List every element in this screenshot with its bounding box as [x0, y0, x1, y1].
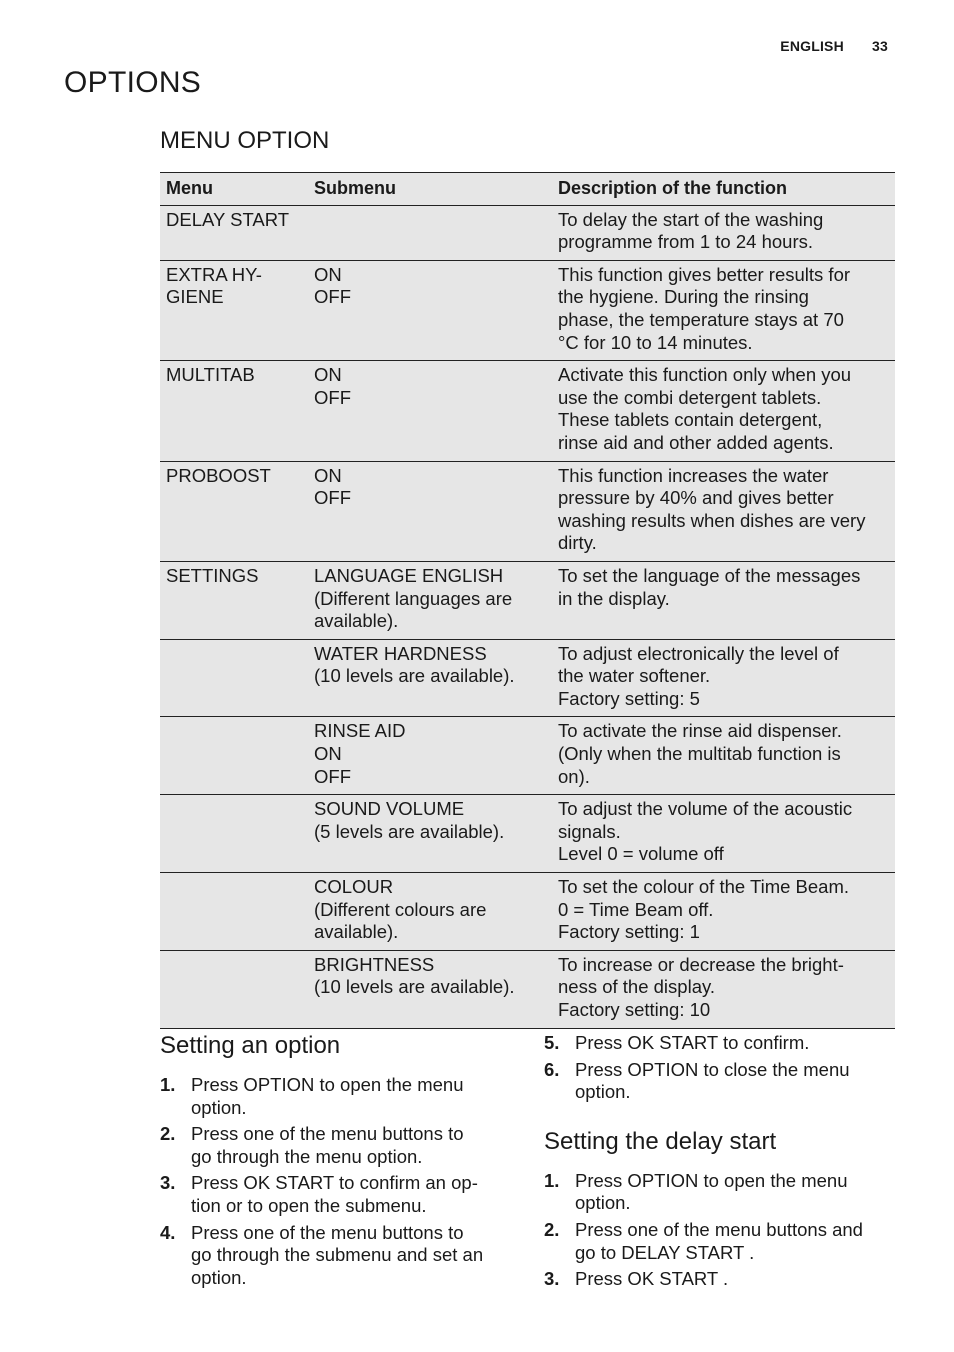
description-cell [552, 950, 895, 1028]
description-cell-line: To increase or decrease the bright- [558, 953, 844, 975]
table-row [160, 873, 895, 951]
step-text-line: Press OPTION to open the menu [191, 1074, 464, 1095]
description-cell-line: To delay the start of the washing [558, 208, 824, 230]
description-cell-line: ness of the display. [558, 976, 715, 998]
submenu-cell-line: OFF [314, 386, 351, 408]
menu-cell-line: PROBOOST [166, 464, 271, 486]
list-item [544, 1170, 894, 1215]
menu-cell-line: EXTRA HY- [166, 263, 262, 285]
description-cell [552, 461, 895, 561]
table-row [160, 461, 895, 561]
table-row [160, 795, 895, 873]
description-cell-line: pressure by 40% and gives better [558, 487, 834, 509]
submenu-cell-line: (10 levels are available). [314, 665, 515, 687]
submenu-cell-line: RINSE AID [314, 720, 406, 742]
setting-option-steps-left [160, 1074, 520, 1289]
description-cell-line: 0 = Time Beam off. [558, 898, 714, 920]
step-text-line: option. [191, 1266, 247, 1288]
description-cell-line: °C for 10 to 14 minutes. [558, 331, 753, 353]
submenu-cell [308, 950, 552, 1028]
description-cell-line: dirty. [558, 532, 597, 554]
step-text-line: option. [191, 1096, 247, 1118]
list-item [160, 1123, 520, 1168]
submenu-cell [308, 873, 552, 951]
submenu-cell-line: OFF [314, 286, 351, 308]
page-number: 33 [872, 38, 888, 54]
submenu-cell-line: WATER HARDNESS [314, 642, 487, 664]
page-title: OPTIONS [64, 66, 202, 99]
step-number: 3. [160, 1172, 176, 1194]
list-item [544, 1032, 894, 1055]
description-cell [552, 717, 895, 795]
table-row [160, 205, 895, 260]
menu-cell [160, 795, 308, 873]
submenu-cell [308, 717, 552, 795]
description-cell-line: Factory setting: 5 [558, 687, 700, 709]
submenu-cell-line: SOUND VOLUME [314, 798, 465, 820]
menu-cell [160, 639, 308, 717]
submenu-cell-line: available). [314, 610, 399, 632]
submenu-cell-line: ON [314, 364, 342, 386]
submenu-cell-line: LANGUAGE ENGLISH [314, 564, 504, 586]
list-item [160, 1172, 520, 1217]
step-text-line: Press OK START to confirm. [575, 1032, 810, 1053]
step-text-line: Press one of the menu buttons to [191, 1221, 464, 1243]
description-cell-line: To set the colour of the Time Beam. [558, 876, 850, 898]
step-text-line: go through the submenu and set an [191, 1244, 484, 1266]
menu-cell [160, 561, 308, 639]
step-number: 5. [544, 1032, 560, 1053]
menu-cell [160, 717, 308, 795]
table-header-row [160, 173, 895, 206]
description-cell [552, 205, 895, 260]
description-cell [552, 873, 895, 951]
menu-option-heading: MENU OPTION [160, 127, 330, 154]
description-cell-line: programme from 1 to 24 hours. [558, 231, 813, 253]
step-number: 4. [160, 1221, 176, 1243]
step-number: 1. [544, 1169, 560, 1191]
submenu-cell [308, 205, 552, 260]
description-cell-line: Factory setting: 1 [558, 921, 700, 943]
step-text-line: tion or to open the submenu. [191, 1194, 427, 1216]
description-cell-line: This function gives better results for [558, 263, 851, 285]
description-cell-line: use the combi detergent tablets. [558, 386, 822, 408]
submenu-cell-line: OFF [314, 765, 351, 787]
description-cell [552, 361, 895, 461]
step-text-line: go through the menu option. [191, 1145, 423, 1167]
step-text-line: Press OPTION to open the menu [575, 1169, 848, 1191]
submenu-cell-line: (10 levels are available). [314, 976, 515, 998]
description-cell [552, 561, 895, 639]
submenu-cell-line: (5 levels are available). [314, 820, 505, 842]
submenu-cell [308, 461, 552, 561]
table-row [160, 717, 895, 795]
submenu-cell-line: COLOUR [314, 876, 394, 898]
description-cell-line: the hygiene. During the rinsing [558, 286, 809, 308]
submenu-cell [308, 561, 552, 639]
list-item [160, 1222, 520, 1290]
submenu-cell-line: (Different colours are [314, 898, 487, 920]
step-number: 2. [160, 1123, 176, 1145]
list-item [544, 1219, 894, 1264]
table-row [160, 561, 895, 639]
page-header [780, 38, 888, 54]
submenu-cell [308, 260, 552, 360]
header-language: ENGLISH [780, 38, 844, 54]
step-number: 2. [544, 1218, 560, 1240]
description-cell-line: washing results when dishes are very [558, 509, 866, 531]
description-cell-line: Level 0 = volume off [558, 843, 724, 865]
submenu-cell-line: OFF [314, 487, 351, 509]
menu-cell-line: SETTINGS [166, 564, 259, 586]
submenu-cell [308, 639, 552, 717]
step-text-line: Press OK START to confirm an op- [191, 1172, 478, 1194]
description-cell [552, 260, 895, 360]
description-cell-line: signals. [558, 820, 621, 842]
description-cell-line: To adjust the volume of the acoustic [558, 798, 853, 820]
table-row [160, 361, 895, 461]
menu-cell [160, 361, 308, 461]
step-text-line: Press one of the menu buttons to [191, 1123, 464, 1145]
step-text-line: Press one of the menu buttons and [575, 1218, 863, 1240]
column-header-description: Description of the function [552, 173, 895, 206]
description-cell-line: rinse aid and other added agents. [558, 431, 834, 453]
step-text-line: option. [575, 1081, 631, 1103]
submenu-cell-line: ON [314, 743, 342, 765]
setting-option-steps-right [544, 1032, 894, 1104]
description-cell [552, 795, 895, 873]
description-cell-line: Factory setting: 10 [558, 999, 711, 1020]
column-header-submenu: Submenu [308, 173, 552, 206]
table-body [160, 205, 895, 1028]
menu-cell-line: MULTITAB [166, 364, 255, 386]
description-cell-line: This function increases the water [558, 464, 829, 486]
description-cell-line: phase, the temperature stays at 70 [558, 308, 844, 330]
column-header-menu: Menu [160, 173, 308, 206]
menu-cell-line: GIENE [166, 286, 224, 308]
description-cell-line: in the display. [558, 587, 670, 609]
submenu-cell-line: ON [314, 464, 342, 486]
description-cell-line: Activate this function only when you [558, 364, 852, 386]
step-number: 1. [160, 1074, 176, 1095]
description-cell-line: on). [558, 765, 590, 787]
submenu-cell-line: BRIGHTNESS [314, 953, 435, 975]
submenu-cell-line: (Different languages are [314, 587, 513, 609]
delay-start-heading: Setting the delay start [544, 1127, 777, 1155]
step-number: 6. [544, 1058, 560, 1080]
step-text-line: Press OK START . [575, 1268, 729, 1290]
step-text-line: Press OPTION to close the menu [575, 1058, 850, 1080]
description-cell-line: To set the language of the messages [558, 564, 861, 586]
description-cell-line: (Only when the multitab function is [558, 743, 841, 765]
table-row [160, 639, 895, 717]
setting-option-section [160, 1032, 520, 1293]
description-cell-line: To adjust electronically the level of [558, 642, 839, 664]
table-row [160, 950, 895, 1028]
menu-cell-line: DELAY START [166, 208, 290, 230]
menu-cell [160, 950, 308, 1028]
menu-cell [160, 205, 308, 260]
submenu-cell-line: available). [314, 921, 399, 943]
description-cell [552, 639, 895, 717]
menu-cell [160, 873, 308, 951]
description-cell-line: These tablets contain detergent, [558, 409, 823, 431]
menu-cell [160, 461, 308, 561]
step-number: 3. [544, 1268, 560, 1290]
submenu-cell-line: ON [314, 263, 342, 285]
delay-start-steps [544, 1170, 894, 1291]
menu-cell [160, 260, 308, 360]
list-item [160, 1074, 520, 1119]
step-text-line: go to DELAY START . [575, 1241, 755, 1263]
description-cell-line: To activate the rinse aid dispenser. [558, 720, 842, 742]
submenu-cell [308, 361, 552, 461]
list-item [544, 1059, 894, 1104]
description-cell-line: the water softener. [558, 665, 711, 687]
submenu-cell [308, 795, 552, 873]
menu-option-table [160, 172, 895, 1029]
setting-option-heading: Setting an option [160, 1032, 341, 1059]
right-column [544, 1032, 894, 1295]
step-text-line: option. [575, 1192, 631, 1214]
table-row [160, 260, 895, 360]
list-item [544, 1268, 894, 1291]
